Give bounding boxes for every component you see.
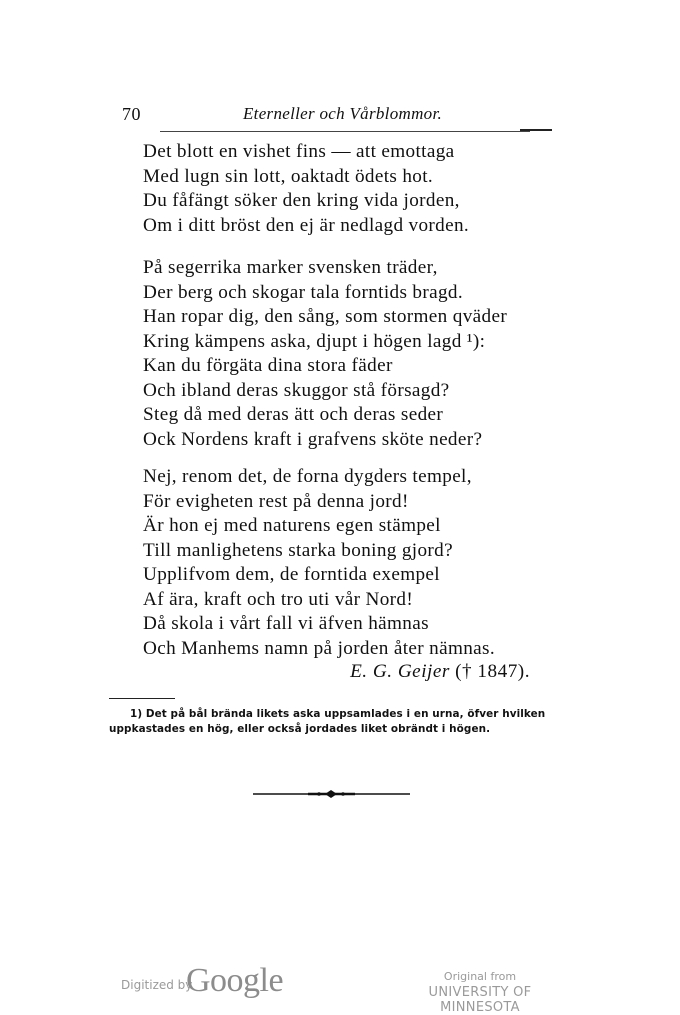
footnote-rule [109, 698, 175, 699]
page-number: 70 [122, 104, 141, 124]
poem-line: Du fåfängt söker den kring vida jorden, [143, 190, 460, 211]
poem-line: På segerrika marker svensken träder, [143, 257, 438, 278]
poem-line: Med lugn sin lott, oaktadt ödets hot. [143, 165, 434, 187]
poem-line: Kan du förgäta dina stora fäder [143, 355, 393, 376]
poem-line: Om i ditt bröst den ej är nedlagd vorden. [143, 214, 470, 236]
poem-line: Är hon ej med naturens egen stämpel [143, 515, 441, 536]
poem-line: Och ibland deras skuggor stå försagd? [143, 379, 450, 401]
original-from-label: Original from [443, 970, 517, 983]
poem-line: Kring kämpens aska, djupt i högen lagd ¹): [143, 330, 486, 352]
poem-line: Upplifvom dem, de forntida exempel [143, 564, 440, 585]
running-title: Eterneller och Vårblommor. [243, 104, 443, 123]
poem-line: Af ära, kraft och tro uti vår Nord! [143, 588, 414, 610]
google-logo: Google [186, 962, 284, 999]
poem-line: Ock Nordens kraft i grafvens sköte neder? [143, 428, 483, 450]
header-rule [160, 131, 530, 132]
poem-line: Nej, renom det, de forna dygders tempel, [143, 466, 472, 487]
poem-line: Der berg och skogar tala forntids bragd. [143, 281, 464, 303]
poem-line: För evigheten rest på denna jord! [143, 490, 409, 512]
stanza [143, 256, 563, 452]
poem-line: Han ropar dig, den sång, som stormen qväder [143, 306, 508, 327]
digitized-by-label: Digitized by [121, 978, 193, 992]
poem-line: Då skola i vårt fall vi äfven hämnas [143, 613, 429, 634]
end-ornament [253, 788, 410, 800]
footnote-line: 1) Det på bål brända likets aska uppsamlades i en urna, öfver hvilken [130, 708, 546, 720]
poem-line: Steg då med deras ätt och deras seder [143, 404, 444, 425]
university-label: UNIVERSITY OF MINNESOTA [428, 985, 532, 1015]
poem-line: Och Manhems namn på jorden åter nämnas. [143, 637, 495, 659]
stanza [143, 465, 563, 661]
poem-line: Det blott en vishet fins — att emottaga [143, 141, 455, 162]
poem-line: Till manlighetens starka boning gjord? [143, 539, 453, 561]
header-rule-end [520, 129, 552, 131]
author-death: († 1847). [455, 661, 530, 682]
footnote [109, 707, 554, 737]
stanza [143, 140, 563, 238]
author-name: E. G. Geijer [350, 661, 450, 682]
footnote-line: uppkastades en hög, eller också jordades liket obrändt i högen. [109, 723, 491, 735]
author-signature [350, 661, 530, 683]
